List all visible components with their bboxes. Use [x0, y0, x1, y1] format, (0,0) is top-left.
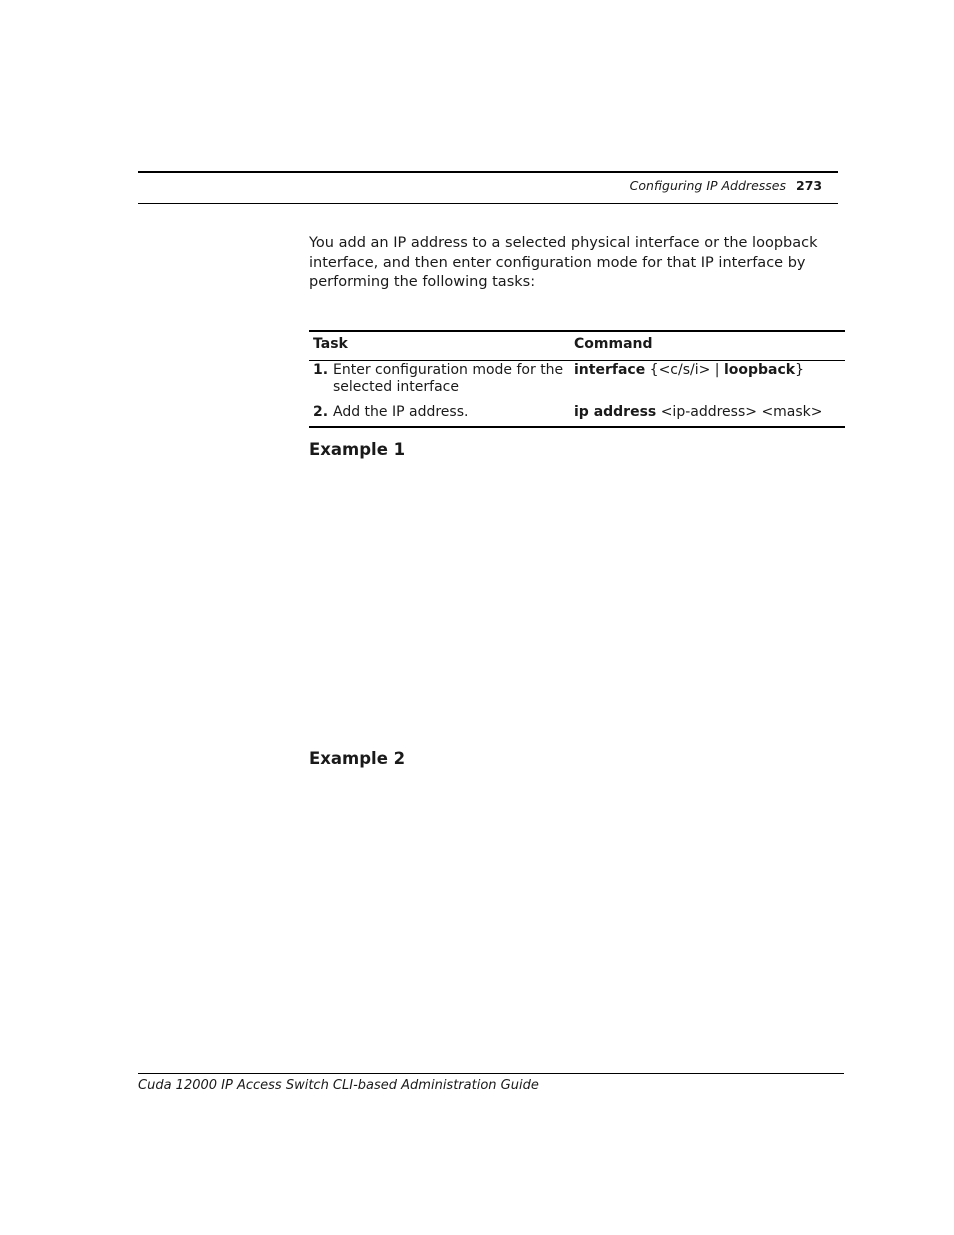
table-header-command: Command: [574, 336, 653, 352]
task-text-line: selected interface: [333, 379, 459, 395]
command-arg: <c/s/i>: [658, 362, 711, 378]
command-args: <ip-address> <mask>: [656, 404, 823, 420]
command-keyword: interface: [574, 362, 646, 378]
page-number: 273: [796, 178, 823, 193]
table-rule-header: [309, 360, 845, 361]
header-rule-bottom: [138, 203, 838, 204]
footer-text: Cuda 12000 IP Access Switch CLI-based Administration Guide: [138, 1078, 539, 1093]
table-rule-top: [309, 330, 845, 332]
command-brace: {: [645, 362, 659, 378]
example-2-heading: Example 2: [309, 749, 406, 768]
running-title: Configuring IP Addresses: [629, 178, 786, 193]
example-1-heading: Example 1: [309, 440, 406, 459]
row-number: 1.: [313, 362, 329, 378]
command-text: [574, 362, 804, 379]
command-keyword: loopback: [723, 362, 796, 378]
intro-paragraph: You add an IP address to a selected physical interface or the loopback interface, and then enter configuration mode for that IP interface by performing the following tasks:: [309, 235, 818, 290]
header-rule-top: [138, 171, 838, 173]
command-text: [574, 404, 823, 421]
table-rule-bottom: [309, 426, 845, 428]
table-header-task: Task: [313, 336, 348, 352]
task-text-line: Add the IP address.: [333, 404, 469, 420]
footer-rule: [138, 1073, 844, 1074]
task-text-line: Enter configuration mode for the: [333, 362, 564, 378]
command-keyword: ip address: [574, 404, 657, 420]
command-brace: }: [795, 362, 805, 378]
row-number: 2.: [313, 404, 329, 420]
command-separator: |: [710, 362, 724, 378]
